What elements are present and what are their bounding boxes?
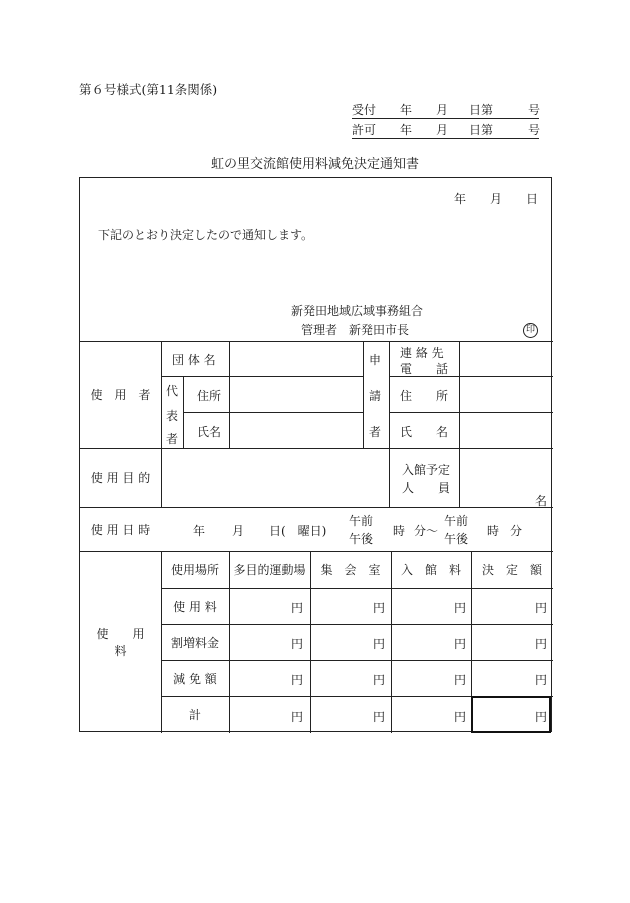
registry-month: 月 [436,103,449,117]
dt-year: 年 [193,524,206,538]
registry-day-no: 日第 [469,123,494,137]
registry-row-received [352,98,539,119]
rep-char-2: 表 [166,409,179,423]
yen-cell: 円 [291,601,304,615]
registry-month: 月 [436,123,449,137]
form-number: 第６号様式(第11条関係) [79,82,218,97]
registry-no: 号 [528,123,541,137]
dt-min1: 分〜 [414,524,439,538]
yen-cell: 円 [373,637,386,651]
fee-header-hall: 集 会 室 [320,563,381,577]
dt-hour1: 時 [393,524,406,538]
yen-cell: 円 [373,601,386,615]
applicant-name-label: 氏 名 [400,425,449,439]
dt-ampm2-am: 午前 [444,514,469,528]
dt-month: 月 [232,524,245,538]
contact-label-2: 電 話 [400,362,449,376]
applicant-char-3: 者 [369,425,382,439]
fee-row-label: 減 免 額 [173,671,217,686]
purpose-label: 使 用 目 的 [90,471,151,485]
fee-header-decided: 決 定 額 [481,563,542,577]
fee-header-place: 使用場所 [170,563,219,577]
rep-char-1: 代 [166,384,179,398]
dt-ampm2-pm: 午後 [444,532,469,546]
registry-no: 号 [528,103,541,117]
registry-year: 年 [400,123,413,137]
yen-cell: 円 [373,710,386,724]
date-year: 年 [454,192,467,206]
registry-row-permit [352,118,539,139]
seal-icon: 印 [523,321,538,338]
fee-row-label: 使 用 料 [173,599,217,614]
applicant-address-label: 住 所 [400,389,449,403]
rep-char-3: 者 [166,432,179,446]
applicant-char-1: 申 [369,353,382,367]
dt-ampm1-am: 午前 [349,514,374,528]
yen-cell: 円 [454,637,467,651]
fee-header-admission: 入 館 料 [400,563,461,577]
visitors-label-1: 入館予定 [402,463,451,477]
yen-cell: 円 [373,673,386,687]
yen-cell: 円 [291,710,304,724]
user-label: 使 用 者 [90,388,151,402]
rep-name-label: 氏名 [197,425,222,439]
document-title: 虹の里交流館使用料減免決定通知書 [210,157,419,172]
notice-text: 下記のとおり決定したので通知します。 [98,228,314,242]
yen-cell: 円 [535,637,548,651]
registry-label: 受付 [352,103,377,117]
date-day: 日 [526,192,539,206]
decided-total-box [471,696,551,733]
yen-cell: 円 [535,710,548,724]
rep-address-label: 住所 [197,389,222,403]
fee-row-label: 計 [188,708,201,722]
dt-ampm1-pm: 午後 [349,532,374,546]
yen-cell: 円 [535,673,548,687]
applicant-char-2: 請 [369,389,382,403]
contact-label-1: 連 絡 先 [400,346,444,360]
yen-cell: 円 [454,710,467,724]
registry-day-no: 日第 [469,103,494,117]
issuer-title: 管理者 新発田市長 [301,323,410,337]
group-name-label: 団 体 名 [172,353,216,367]
fee-header-gym: 多目的運動場 [233,563,306,577]
visitors-unit: 名 [535,494,548,508]
yen-cell: 円 [454,601,467,615]
yen-cell: 円 [291,673,304,687]
issuer-org: 新発田地域広域事務組合 [291,304,424,318]
yen-cell: 円 [454,673,467,687]
registry-year: 年 [400,103,413,117]
date-month: 月 [490,192,503,206]
form-table [79,177,552,732]
fee-row-label: 割増料金 [170,635,219,650]
visitors-label-2: 人 員 [402,481,451,495]
datetime-label: 使 用 日 時 [90,522,151,537]
dt-day: 日( 曜日) [269,524,327,538]
dt-min2: 分 [510,524,523,538]
yen-cell: 円 [291,637,304,651]
fees-label: 使 用 料 [96,627,169,658]
dt-hour2: 時 [487,524,500,538]
yen-cell: 円 [535,601,548,615]
registry-label: 許可 [352,123,377,137]
